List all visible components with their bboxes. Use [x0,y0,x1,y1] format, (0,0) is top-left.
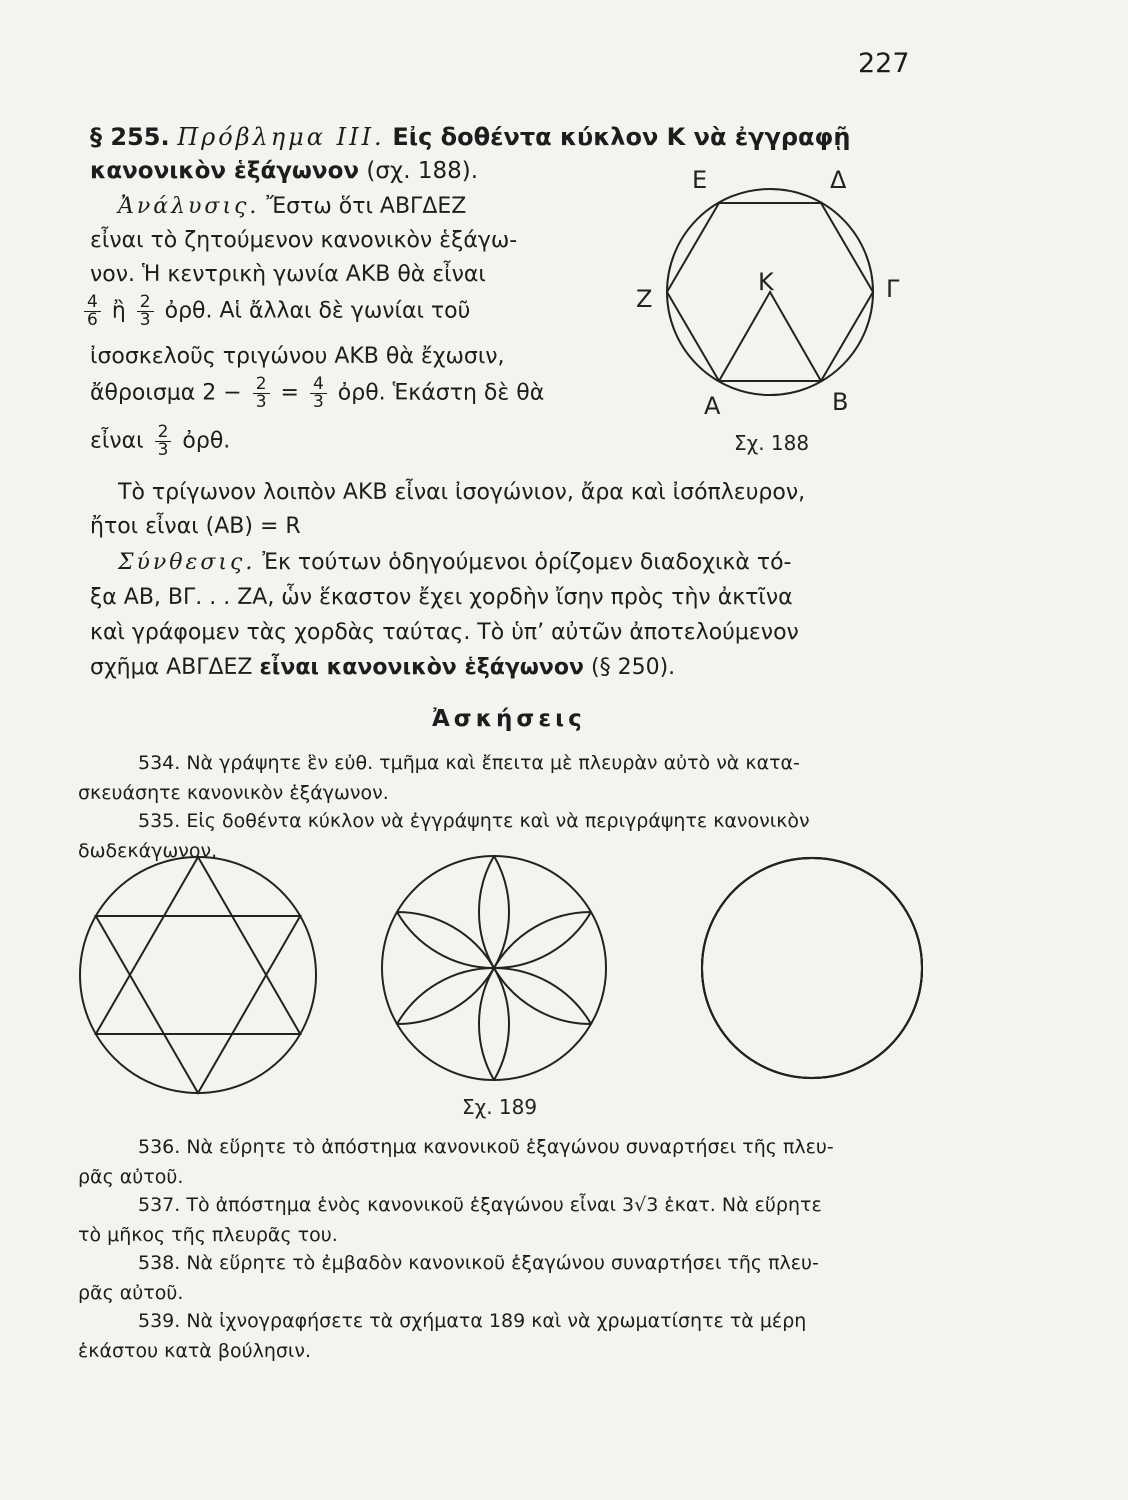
analysis-line3: νον. Ἡ κεντρικὴ γωνία ΑΚΒ θὰ εἶναι [90,262,486,287]
circle-189a [80,857,316,1093]
label-B: Β [832,388,849,416]
label-G: Γ [886,275,900,303]
analysis-line1: Ἀνάλυσις. Ἔστω ὅτι ΑΒΓΔΕΖ [118,194,467,219]
petal-arc [812,858,922,1023]
fraction: $\frac{2}{3}$ [155,424,172,459]
exercise-539-line2: ἑκάστου κατὰ βούλησιν. [78,1340,312,1362]
section-title-italic: Πρόβλημα III. [177,123,385,151]
label-K: Κ [758,268,774,296]
exercise-535-line2: δωδεκάγωνον. [78,840,218,862]
analysis-label: Ἀνάλυσις. [118,194,260,219]
exercise-536-line1: 536. Νὰ εὕρητε τὸ ἀπόστημα κανονικοῦ ἑξαγώνου συναρτήσει τῆς πλευ- [138,1136,834,1158]
petal-arc [757,858,922,968]
figure-188-caption: Σχ. 188 [734,431,810,455]
synthesis-line1: Σύνθεσις. Ἐκ τούτων ὁδηγούμενοι ὁρίζομεν διαδοχικὰ τό- [118,550,792,575]
analysis-line4: $\frac{4}{6}$ ἢ $\frac{2}{3}$ ὀρθ. Αἱ ἄλλαι δὲ γωνίαι τοῦ [80,294,470,329]
petal-arc [717,1023,908,1078]
synthesis-line4: σχῆμα ΑΒΓΔΕΖ εἶναι κανονικὸν ἑξάγωνον (§ 250). [90,655,676,680]
fraction: $\frac{4}{6}$ [84,294,101,329]
label-D: Δ [830,166,847,194]
circle-189c [702,858,922,1078]
exercise-534-line2: σκευάσητε κανονικὸν ἑξάγωνον. [78,782,389,804]
synthesis-label: Σύνθεσις. [118,550,256,575]
synthesis-line3: καὶ γράφομεν τὰς χορδὰς ταύτας. Τὸ ὑπ’ αὐτῶν ἀποτελούμενον [90,620,799,645]
section-title-bold: Εἰς δοθέντα κύκλον Κ νὰ ἐγγραφῇ [392,123,851,151]
exercises-heading: Ἀσκήσεις [432,706,586,732]
figure-189-caption: Σχ. 189 [462,1095,538,1119]
petal-arc [702,968,867,1078]
label-A: Α [704,392,721,420]
analysis-line2: εἶναι τὸ ζητούμενον κανονικὸν ἑξάγω- [90,228,518,253]
analysis-line5: ἰσοσκελοῦς τριγώνου ΑΚΒ θὰ ἔχωσιν, [90,344,505,369]
petal-arc [702,873,757,1064]
exercise-538-line2: ρᾶς αὐτοῦ. [78,1282,184,1304]
fraction: $\frac{2}{3}$ [253,376,270,411]
figure-189-dodecagon-petals [702,858,922,1078]
exercise-537-line2: τὸ μῆκος τῆς πλευρᾶς του. [78,1224,338,1246]
exercise-537-line1: 537. Τὸ ἀπόστημα ἑνὸς κανονικοῦ ἑξαγώνου εἶναι 3√3 ἑκατ. Νὰ εὕρητε [138,1194,822,1216]
exercise-534-line1: 534. Νὰ γράψητε ἓν εὐθ. τμῆμα καὶ ἔπειτα μὲ πλευρὰν αὐτὸ νὰ κατα- [138,752,800,774]
exercise-536-line2: ρᾶς αὐτοῦ. [78,1166,184,1188]
petal-arc [702,858,867,968]
exercise-538-line1: 538. Νὰ εὕρητε τὸ ἐμβαδὸν κανονικοῦ ἑξαγώνου συναρτήσει τῆς πλευ- [138,1252,819,1274]
exercise-535-line1: 535. Εἰς δοθέντα κύκλον νὰ ἐγγράψητε καὶ νὰ περιγράψητε κανονικὸν [138,810,810,832]
label-Z: Ζ [636,285,653,313]
section-title-line2: κανονικὸν ἑξάγωνον (σχ. 188). [90,158,479,184]
section-number: § 255. [90,123,170,151]
exercise-539-line1: 539. Νὰ ἰχνογραφήσετε τὰ σχήματα 189 καὶ νὰ χρωματίσητε τὰ μέρη [138,1310,807,1332]
fraction: $\frac{4}{3}$ [310,376,327,411]
label-E: Ε [692,166,708,194]
page-number: 227 [858,48,910,79]
petal-arc [812,913,922,1078]
fraction: $\frac{2}{3}$ [137,294,154,329]
analysis-line8: Τὸ τρίγωνον λοιπὸν ΑΚΒ εἶναι ἰσογώνιον, ἄρα καὶ ἰσόπλευρον, [118,480,806,505]
synthesis-line2: ξα ΑΒ, ΒΓ. . . ΖΑ, ὧν ἕκαστον ἔχει χορδὴν ἴσην πρὸς τὴν ἀκτῖνα [90,585,793,610]
petal-arc [867,873,922,1064]
petal-arc [717,858,908,913]
petal-arc [702,858,812,1023]
figure-189-hexagram [80,857,316,1093]
hexagram-triangle [96,857,300,1034]
petal-arc [757,968,922,1078]
analysis-line7: εἶναι $\frac{2}{3}$ ὀρθ. [90,422,231,460]
hexagram-triangle [96,916,300,1093]
figure-189-rosette [382,856,606,1080]
petal-arc [702,913,812,1078]
analysis-line6: ἄθροισμα 2 − $\frac{2}{3}$ = $\frac{4}{3}$ ὀρθ. Ἑκάστη δὲ θὰ [90,374,545,412]
analysis-line9: ἤτοι εἶναι (ΑΒ) = R [90,514,301,539]
